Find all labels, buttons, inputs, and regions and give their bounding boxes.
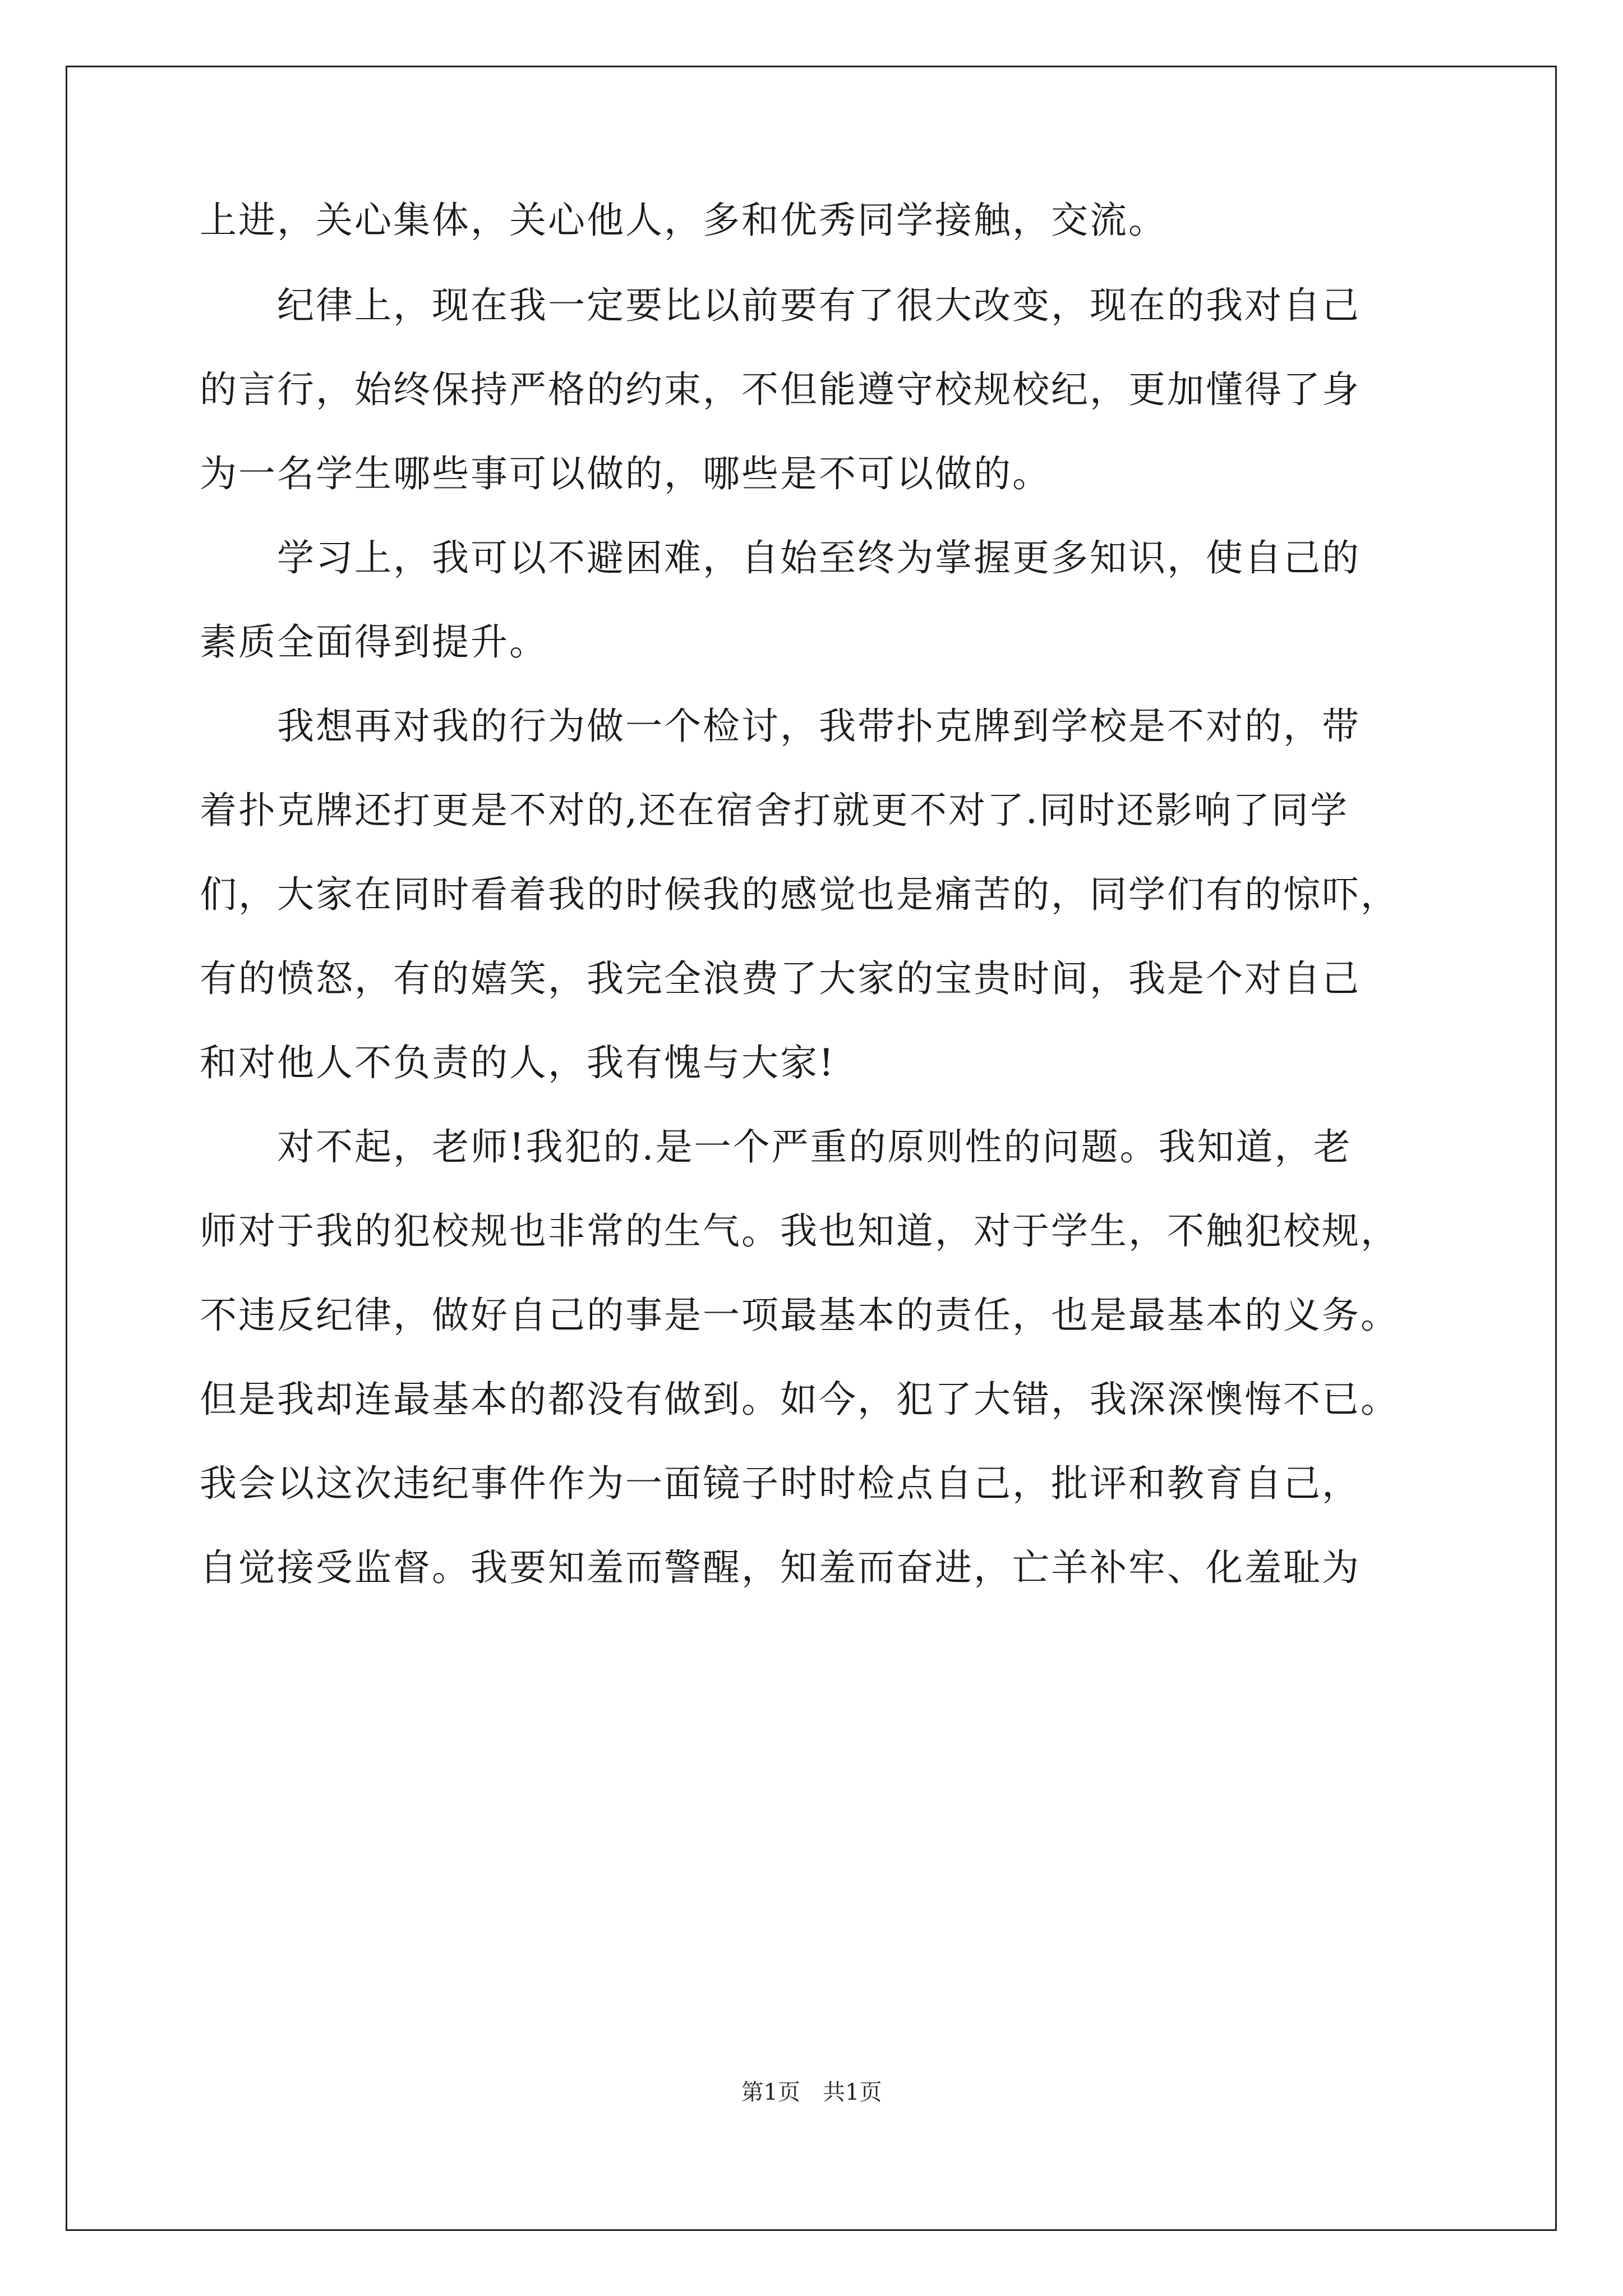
text-line: 我会以这次违纪事件作为一面镜子时时检点自己，批评和教育自己， xyxy=(200,1462,1361,1505)
text-line: 对不起，老师!我犯的.是一个严重的原则性的问题。我知道，老 xyxy=(200,1125,1352,1168)
text-line: 的言行，始终保持严格的约束，不但能遵守校规校纪，更加懂得了身 xyxy=(200,368,1361,411)
text-line: 学习上，我可以不避困难，自始至终为掌握更多知识，使自己的 xyxy=(200,536,1361,579)
text-line: 我想再对我的行为做一个检讨，我带扑克牌到学校是不对的，带 xyxy=(200,705,1361,748)
page-number-footer: 第1页 共1页 xyxy=(741,2079,882,2105)
text-line: 们，大家在同时看着我的时候我的感觉也是痛苦的，同学们有的惊吓， xyxy=(200,873,1399,916)
text-line: 素质全面得到提升。 xyxy=(200,620,548,664)
text-line: 不违反纪律，做好自己的事是一项最基本的责任，也是最基本的义务。 xyxy=(200,1294,1399,1337)
text-line: 自觉接受监督。我要知羞而警醒，知羞而奋进，亡羊补牢、化羞耻为 xyxy=(200,1546,1361,1589)
text-line: 为一名学生哪些事可以做的，哪些是不可以做的。 xyxy=(200,452,1051,495)
text-line: 着扑克牌还打更是不对的,还在宿舍打就更不对了.同时还影响了同学 xyxy=(200,789,1349,832)
text-line: 师对于我的犯校规也非常的生气。我也知道，对于学生，不触犯校规， xyxy=(200,1209,1399,1253)
text-line: 有的愤怒，有的嬉笑，我完全浪费了大家的宝贵时间，我是个对自己 xyxy=(200,957,1361,1000)
text-line: 和对他人不负责的人，我有愧与大家! xyxy=(200,1041,836,1084)
text-line: 上进，关心集体，关心他人，多和优秀同学接触，交流。 xyxy=(200,199,1167,242)
text-line: 纪律上，现在我一定要比以前要有了很大改变，现在的我对自己 xyxy=(200,284,1361,327)
text-line: 但是我却连最基本的都没有做到。如今，犯了大错，我深深懊悔不已。 xyxy=(200,1378,1399,1421)
